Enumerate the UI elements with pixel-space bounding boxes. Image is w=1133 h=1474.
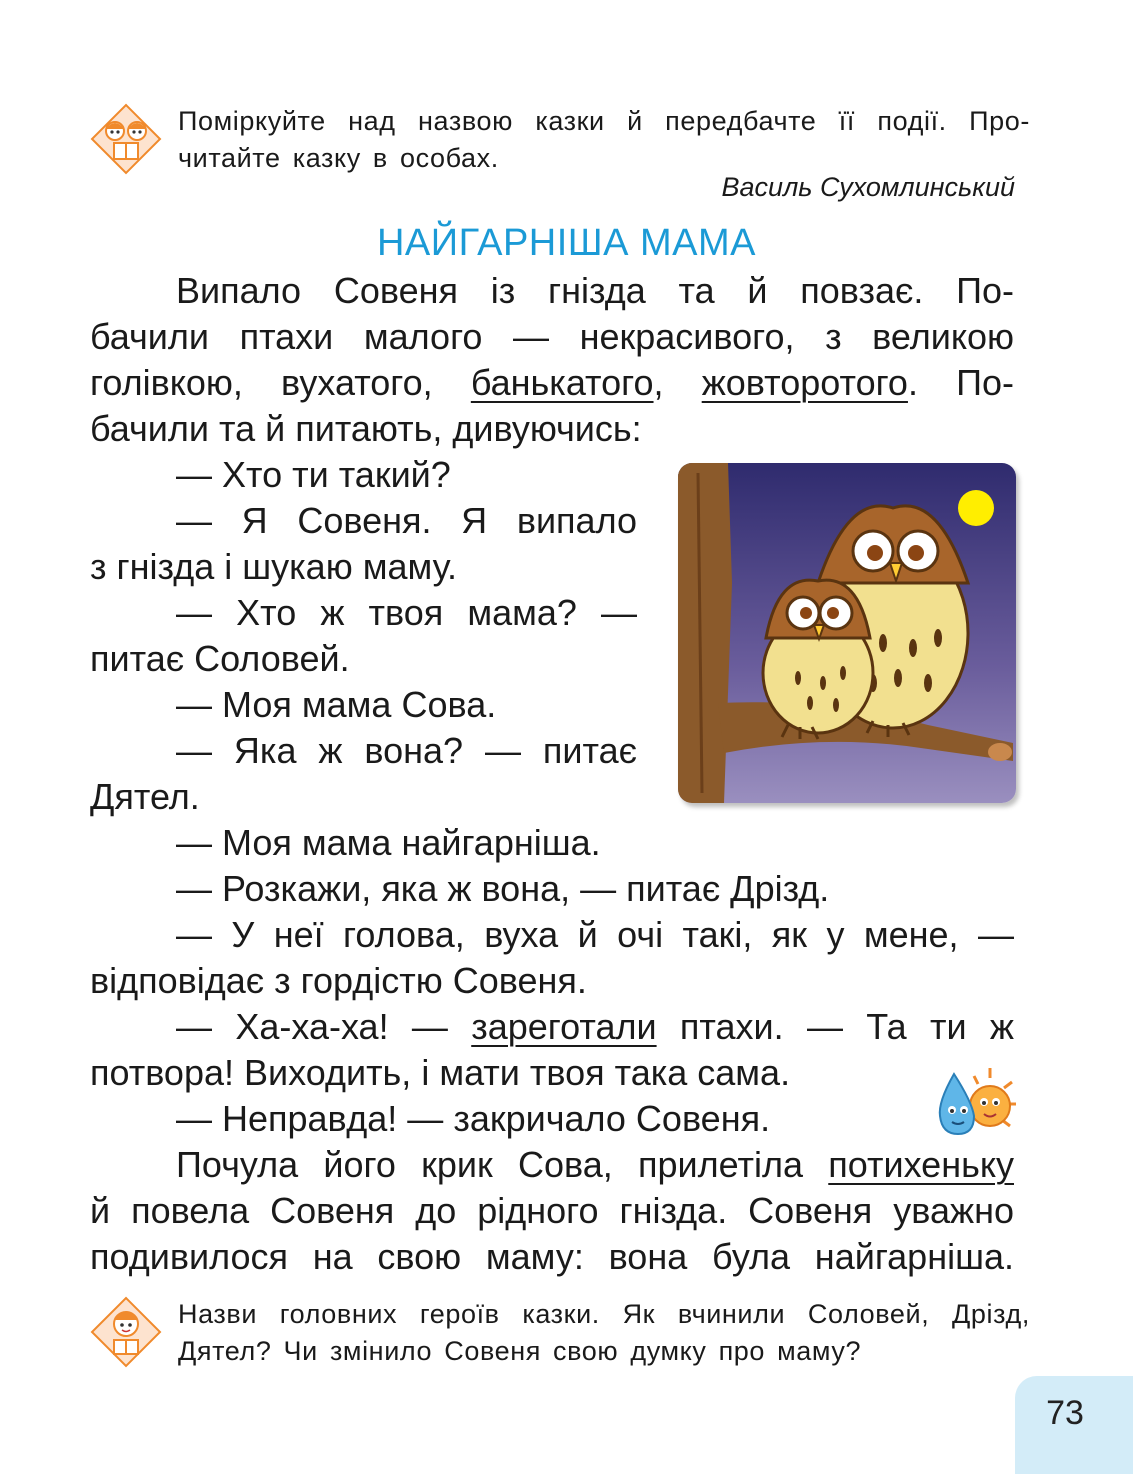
story-text-fragment: — Я Совеня. Я випало xyxy=(176,500,637,541)
story-text-fragment: голівкою, вухатого, xyxy=(90,362,471,403)
story-title: НАЙГАРНІША МАМА xyxy=(376,222,757,264)
story-text-fragment: потвора! Виходить, і мати твоя така сама. xyxy=(90,1052,791,1093)
underlined-word: жовторотого xyxy=(701,362,908,403)
story-text-fragment: бачили та й питають, дивуючись: xyxy=(90,408,642,449)
underlined-word: потихеньку xyxy=(828,1144,1014,1185)
page-number: 73 xyxy=(1046,1394,1084,1432)
story-text-fragment: — Хто ж твоя мама? — xyxy=(176,592,637,633)
story-line xyxy=(90,406,1014,452)
task-text xyxy=(178,103,1030,177)
task-line: Поміркуйте над назвою казки й передбачте її події. Про- xyxy=(178,106,1030,136)
story-line xyxy=(90,1188,1014,1234)
story-text-fragment: й повела Совеня до рідного гнізда. Совеня уважно xyxy=(90,1190,1014,1231)
author-name: Василь Сухомлинський xyxy=(721,172,1015,202)
story-line xyxy=(90,820,1014,866)
story-line xyxy=(90,1050,1014,1096)
story-text-fragment: — Моя мама Сова. xyxy=(176,684,497,725)
task-line: Дятел? Чи змінило Совеня свою думку про маму? xyxy=(178,1336,862,1366)
page-number-tab xyxy=(1015,1376,1133,1474)
story-line xyxy=(90,1004,1014,1050)
story-text-fragment: . По- xyxy=(907,362,1014,403)
story-text-fragment: Випало Совеня із гнізда та й повзає. По- xyxy=(176,270,1014,311)
underlined-word: зареготали xyxy=(471,1006,657,1047)
story-text-fragment: подивилося на свою маму: вона була найгарніша. xyxy=(90,1236,1014,1277)
story-text-fragment: — Ха-ха-ха! — xyxy=(176,1006,472,1047)
story-line xyxy=(90,314,1014,360)
owls-on-branch-illustration xyxy=(678,463,1016,803)
task-text xyxy=(178,1296,1030,1370)
story-text-fragment: птахи. — Та ти ж xyxy=(656,1006,1014,1047)
story-text-fragment: — У неї голова, вуха й очі такі, як у мене, — xyxy=(176,914,1014,955)
moon-icon xyxy=(958,490,994,526)
underlined-word: банькатого xyxy=(470,362,654,403)
story-line xyxy=(90,728,637,774)
story-line xyxy=(90,866,1014,912)
story-text-fragment: Дятел. xyxy=(90,776,200,817)
raindrop-and-sun-mascot-icon xyxy=(928,1062,1020,1138)
two-readers-icon xyxy=(90,103,162,175)
story-text-fragment: — Розкажи, яка ж вона, — питає Дрізд. xyxy=(176,868,830,909)
task-line: читайте казку в особах. xyxy=(178,143,499,173)
story-line xyxy=(90,498,637,544)
story-line xyxy=(90,268,1014,314)
story-line xyxy=(90,1096,1014,1142)
story-line xyxy=(90,1234,1014,1280)
story-text-fragment: з гнізда і шукаю маму. xyxy=(90,546,458,587)
story-text-fragment: бачили птахи малого — некрасивого, з великою xyxy=(90,316,1014,357)
story-line xyxy=(90,1142,1014,1188)
story-text-fragment: — Яка ж вона? — питає xyxy=(176,730,637,771)
task-line: Назви головних героїв казки. Як вчинили Соловей, Дрізд, xyxy=(178,1299,1030,1329)
story-text-fragment: — Моя мама найгарніша. xyxy=(176,822,601,863)
story-line xyxy=(90,360,1014,406)
story-text-fragment: — Хто ти такий? xyxy=(176,454,451,495)
story-line xyxy=(90,958,1014,1004)
story-line xyxy=(90,590,637,636)
story-text-fragment: питає Соловей. xyxy=(90,638,350,679)
story-text-fragment: — Неправда! — закричало Совеня. xyxy=(176,1098,771,1139)
story-text-fragment: , xyxy=(653,362,702,403)
story-line xyxy=(90,912,1014,958)
story-text-fragment: відповідає з гордістю Совеня. xyxy=(90,960,587,1001)
reader-boy-icon xyxy=(90,1296,162,1368)
story-text-fragment: Почула його крик Сова, прилетіла xyxy=(176,1144,829,1185)
